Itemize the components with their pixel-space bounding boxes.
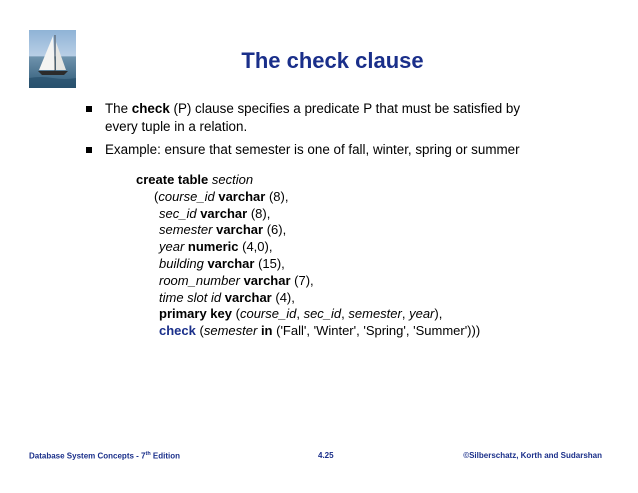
slide-title: The check clause — [241, 48, 424, 73]
code-punct: ( — [199, 323, 204, 339]
code-line — [136, 222, 480, 239]
bullet-marker — [86, 147, 92, 153]
code-line — [136, 290, 480, 307]
code-keyword: varchar — [243, 272, 291, 288]
code-line — [136, 256, 480, 273]
code-keyword: numeric — [187, 239, 239, 255]
bullet-keyword: check — [131, 101, 170, 116]
code-keyword: varchar — [218, 188, 266, 204]
bullet-text: Example: ensure that semester is one of fall, winter, spring or summer — [105, 142, 520, 157]
bullet-marker — [86, 106, 92, 112]
bullet-list — [86, 100, 556, 164]
code-keyword: varchar — [207, 255, 255, 271]
code-line — [136, 206, 480, 223]
code-punct: , — [341, 306, 349, 322]
code-line — [136, 273, 480, 290]
footer-copyright: ©Silberschatz, Korth and Sudarshan — [463, 451, 602, 460]
footer-sup: th — [145, 451, 151, 457]
code-identifier: semester — [203, 323, 258, 339]
code-text: (7), — [294, 272, 314, 288]
code-text: (8), — [250, 205, 271, 221]
code-keyword: varchar — [216, 222, 264, 238]
code-identifier: course_id — [239, 306, 297, 322]
code-keyword: varchar — [200, 205, 248, 221]
bullet-text: The — [105, 101, 132, 116]
code-keyword: varchar — [224, 289, 272, 305]
code-punct: , — [296, 306, 304, 322]
code-text: (6), — [266, 222, 287, 238]
bullet-item — [86, 100, 556, 136]
footer-page-number: 4.25 — [318, 451, 334, 460]
code-identifier: time slot id — [159, 289, 222, 305]
code-identifier: year — [409, 306, 435, 322]
code-text: (8), — [268, 188, 289, 204]
code-keyword: create table — [136, 172, 209, 187]
code-punct: ( — [235, 306, 240, 322]
code-keyword-check: check — [159, 323, 196, 339]
code-identifier: sec_id — [303, 306, 342, 322]
code-keyword: primary key — [159, 306, 232, 322]
code-identifier: year — [159, 239, 185, 255]
sailboat-logo — [29, 30, 76, 88]
code-line — [136, 306, 480, 323]
code-keyword: in — [260, 323, 273, 339]
code-identifier: room_number — [159, 272, 240, 288]
code-text: (4), — [275, 289, 295, 305]
code-line — [136, 189, 480, 206]
footer-book-title — [29, 451, 180, 461]
code-line — [136, 239, 480, 256]
code-punct: ( — [154, 188, 159, 204]
code-identifier: building — [159, 255, 204, 271]
code-identifier: course_id — [158, 188, 215, 204]
code-text: ('Fall', 'Winter', 'Spring', 'Summer'))) — [276, 323, 481, 339]
footer-text: Edition — [150, 451, 181, 461]
sailboat-icon — [29, 30, 76, 88]
bullet-item — [86, 141, 556, 159]
code-text: (15), — [258, 255, 285, 271]
code-identifier: section — [211, 172, 254, 187]
bullet-text: (P) clause specifies a predicate P that must be satisfied by every tuple in a relation. — [105, 101, 521, 134]
code-identifier: sec_id — [159, 205, 197, 221]
code-line — [136, 323, 480, 340]
code-identifier: semester — [159, 222, 213, 238]
code-line — [136, 172, 480, 189]
code-punct: , — [401, 306, 410, 322]
code-text: (4,0), — [242, 239, 273, 255]
footer-text: Database System Concepts - 7 — [29, 451, 146, 461]
sql-code-block — [136, 172, 480, 340]
code-identifier: semester — [348, 306, 402, 322]
code-punct: ), — [434, 306, 443, 322]
